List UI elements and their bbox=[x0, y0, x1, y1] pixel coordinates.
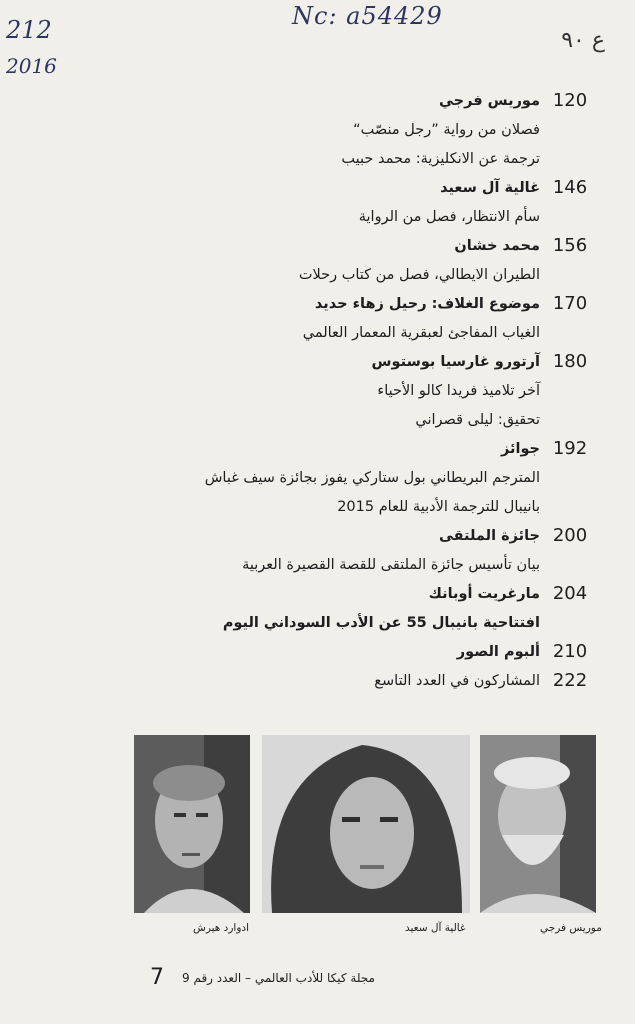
toc-entry-title: ألبوم الصور bbox=[456, 643, 540, 660]
toc-row bbox=[150, 260, 600, 289]
toc-entry-title: غالية آل سعيد bbox=[440, 179, 540, 196]
caption-middle: غالية آل سعيد bbox=[405, 922, 466, 934]
toc-entry-description: ترجمة عن الانكليزية: محمد حبيب bbox=[341, 150, 540, 167]
toc-page-number: 156 bbox=[552, 235, 588, 256]
toc-entry-description: تحقيق: ليلى قصراني bbox=[415, 411, 540, 428]
toc-row bbox=[150, 579, 600, 608]
portrait-photo-right bbox=[480, 735, 596, 913]
toc-row bbox=[150, 492, 600, 521]
caption-left: ادوارد هيرش bbox=[193, 922, 249, 934]
toc-page-number: 120 bbox=[552, 90, 588, 111]
page-footer bbox=[150, 965, 375, 990]
toc-row bbox=[150, 318, 600, 347]
toc-entry-title: محمد خشان bbox=[454, 237, 540, 254]
toc-row bbox=[150, 115, 600, 144]
caption-right: موريس فرجي bbox=[540, 922, 602, 934]
toc-entry-description: بيان تأسيس جائزة الملتقى للقصة القصيرة العربية bbox=[242, 556, 540, 573]
footer-journal-title: مجلة كيكا للأدب العالمي – العدد رقم 9 bbox=[182, 970, 375, 985]
toc-row bbox=[150, 144, 600, 173]
toc-page-number: 210 bbox=[552, 641, 588, 662]
toc-row bbox=[150, 289, 600, 318]
toc-row bbox=[150, 608, 600, 637]
toc-entry-description: المترجم البريطاني بول ستاركي يفوز بجائزة سيف غباش bbox=[204, 469, 540, 486]
toc-page-number: 222 bbox=[552, 670, 588, 691]
photo-strip bbox=[134, 735, 596, 915]
portrait-photo-left bbox=[134, 735, 250, 913]
toc-row bbox=[150, 347, 600, 376]
toc-page-number: 200 bbox=[552, 525, 588, 546]
toc-row bbox=[150, 405, 600, 434]
handwritten-note-left-2: 2016 bbox=[6, 54, 57, 78]
toc-entry-title: جائزة الملتقى bbox=[438, 527, 540, 544]
toc-row bbox=[150, 202, 600, 231]
portrait-photo-middle bbox=[262, 735, 470, 913]
toc-entry-description: فصلان من رواية ”رجل منصّب“ bbox=[353, 121, 540, 138]
toc-row bbox=[150, 434, 600, 463]
toc-page-number: 146 bbox=[552, 177, 588, 198]
toc-entry-title: افتتاحية بانيبال 55 عن الأدب السوداني اليوم bbox=[222, 614, 540, 631]
handwritten-note-left-1: 212 bbox=[6, 16, 52, 44]
toc-entry-title: آرتورو غارسيا بوستوس bbox=[371, 353, 540, 370]
toc-row bbox=[150, 231, 600, 260]
toc-entry-description: الغياب المفاجئ لعبقرية المعمار العالمي bbox=[302, 324, 540, 341]
toc-row bbox=[150, 550, 600, 579]
toc-entry-title: موريس فرجي bbox=[438, 92, 540, 109]
toc-row bbox=[150, 463, 600, 492]
handwritten-note-right: ع ٩٠ bbox=[561, 28, 605, 53]
toc-row bbox=[150, 521, 600, 550]
toc-page-number: 170 bbox=[552, 293, 588, 314]
toc-entry-description: المشاركون في العدد التاسع bbox=[374, 672, 540, 689]
toc-entry-description: الطيران الايطالي، فصل من كتاب رحلات bbox=[298, 266, 540, 283]
toc-row bbox=[150, 86, 600, 115]
toc-entry-title: جوائز bbox=[501, 440, 540, 457]
toc-row bbox=[150, 666, 600, 695]
toc-entry-title: مارغريت أوبانك bbox=[428, 585, 540, 602]
toc-entry-description: آخر تلاميذ فريدا كالو الأحياء bbox=[377, 382, 540, 399]
toc-entry-description: بانيبال للترجمة الأدبية للعام 2015 bbox=[337, 498, 540, 515]
toc-page-number: 192 bbox=[552, 438, 588, 459]
toc-row bbox=[150, 173, 600, 202]
page-number: 7 bbox=[150, 965, 164, 990]
toc-page-number: 180 bbox=[552, 351, 588, 372]
toc-entry-title: موضوع الغلاف: رحيل زهاء حديد bbox=[314, 295, 540, 312]
toc-row bbox=[150, 637, 600, 666]
toc-row bbox=[150, 376, 600, 405]
table-of-contents bbox=[150, 86, 600, 695]
toc-page-number: 204 bbox=[552, 583, 588, 604]
toc-entry-description: سأم الانتظار، فصل من الرواية bbox=[358, 208, 540, 225]
handwritten-catalog-number: Nc: a54429 bbox=[292, 2, 443, 30]
